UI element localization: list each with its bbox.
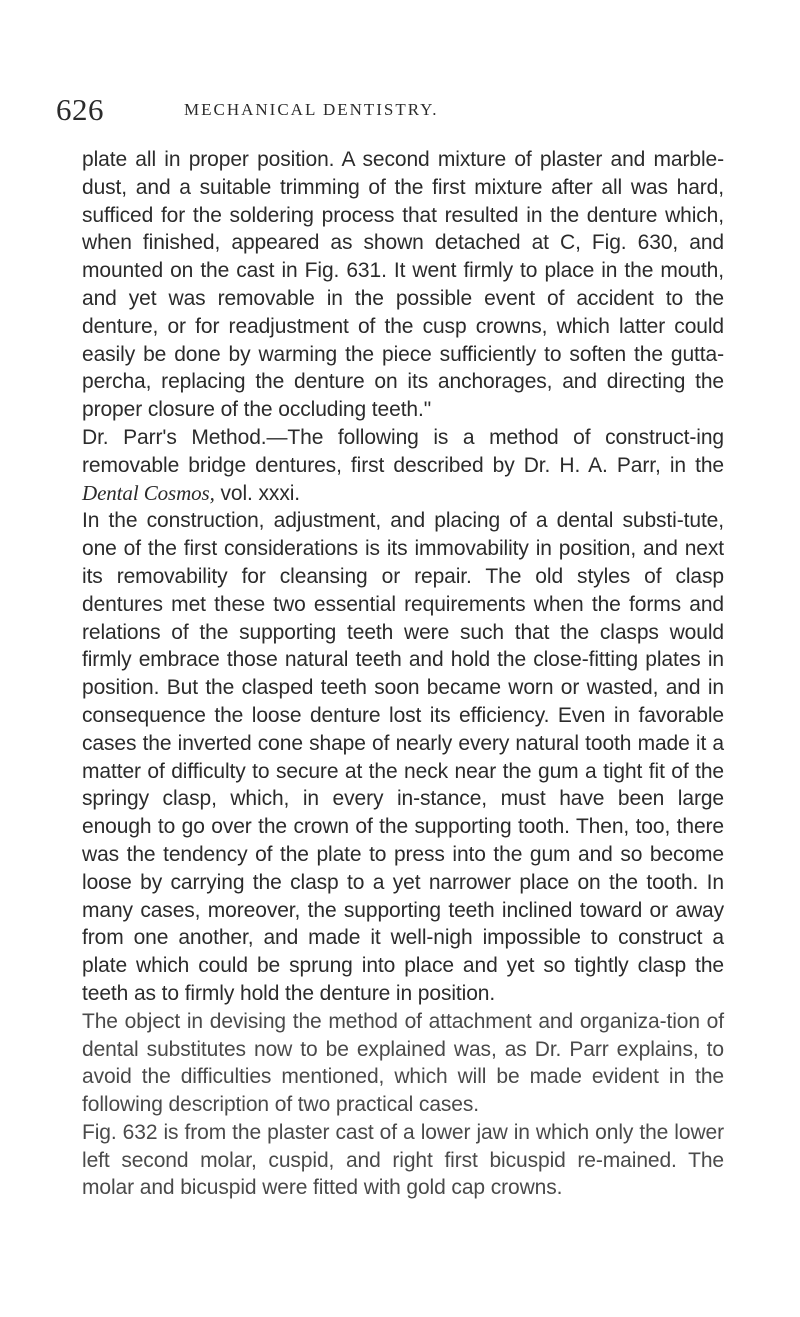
paragraph-2-text: Dr. Parr's Method.—The following is a method of construct-ing removable bridge dentures, first described by Dr. H. A. Parr, in the [82,425,724,477]
book-page [56,90,724,1202]
body-text [82,146,724,1202]
running-head: MECHANICAL DENTISTRY. [184,100,439,119]
paragraph-2 [82,424,724,507]
paragraph-5: Fig. 632 is from the plaster cast of a lower jaw in which only the lower left second molar, cuspid, and right first bicuspid re-mained. The molar and bicuspid were fitted with gold cap crowns. [82,1120,724,1200]
page-number: 626 [56,92,104,127]
page-header [56,90,724,130]
paragraph-4: The object in devising the method of attachment and organiza-tion of dental substitutes now to be explained was, as Dr. Parr explains, to avoid the difficulties mentioned, which will be made evident in the following description of two practical cases. [82,1009,724,1117]
paragraph-2-volume: vol. xxxi. [214,481,301,505]
journal-title: Dental Cosmos, [82,480,215,505]
paragraph-3: In the construction, adjustment, and placing of a dental substi-tute, one of the first considerations is its immovability in position, and next its removability for cleansing or repair. The old styles of clasp dentures met these two essential requirements when the forms and relations of the supporting teeth were such that the clasps would firmly embrace those natural teeth and hold the close-fitting plates in position. But the clasped teeth soon became worn or wasted, and in consequence the loose denture lost its efficiency. Even in favorable cases the inverted cone shape of nearly every natural tooth made it a matter of difficulty to secure at the neck near the gum a tight fit of the springy clasp, which, in every in-stance, must have been large enough to go over the crown of the supporting tooth. Then, too, there was the tendency of the plate to press into the gum and so become loose by carrying the clasp to a yet narrower place on the tooth. In many cases, moreover, the supporting teeth inclined toward or away from one another, and made it well-nigh impossible to construct a plate which could be sprung into place and yet so tightly clasp the teeth as to firmly hold the denture in position. [82,509,724,1005]
paragraph-1: plate all in proper position. A second mixture of plaster and marble-dust, and a suitable trimming of the first mixture after all was hard, sufficed for the soldering process that resulted in the denture which, when finished, appeared as shown detached at C, Fig. 630, and mounted on the cast in Fig. 631. It went firmly to place in the mouth, and yet was removable in the possible event of accident to the denture, or for readjustment of the cusp crowns, which latter could easily be done by warming the piece sufficiently to soften the gutta-percha, replacing the denture on its anchorages, and directing the proper closure of the occluding teeth." [82,148,724,422]
